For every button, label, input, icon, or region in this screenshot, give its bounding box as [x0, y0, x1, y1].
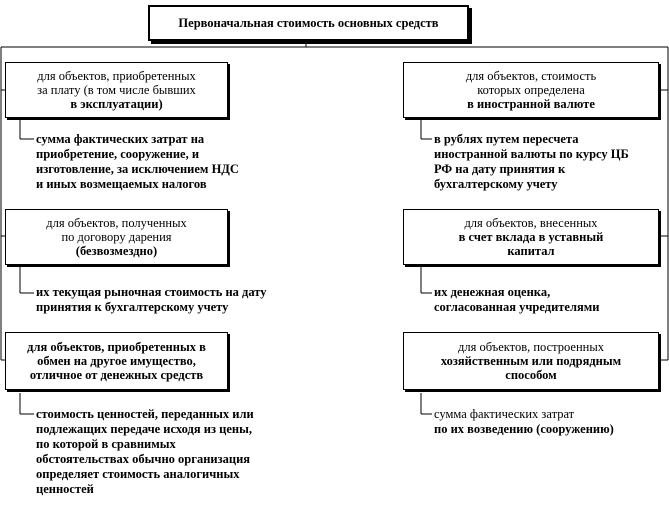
box-line: в счет вклада в уставный: [458, 230, 604, 244]
right-box-capital-contribution: [403, 209, 659, 265]
desc-line: стоимость ценностей, переданных или: [36, 407, 254, 421]
box-line: по договору дарения: [61, 230, 172, 244]
desc-line: РФ на дату принятия к: [434, 162, 566, 176]
desc-line: определяет стоимость аналогичных: [36, 467, 240, 481]
desc-line: ценностей: [36, 482, 94, 496]
desc-line: их текущая рыночная стоимость на дату: [36, 285, 267, 299]
left-desc-gift: [36, 285, 267, 315]
left-box-paid: [5, 62, 228, 118]
box-line: которых определена: [477, 83, 585, 97]
box-line: для объектов, стоимость: [465, 69, 597, 83]
right-box-construction: [403, 332, 659, 390]
box-line: для объектов, внесенных: [464, 216, 598, 230]
desc-line: согласованная учредителями: [434, 300, 600, 314]
right-box-foreign-currency: [403, 62, 659, 118]
box-line: для объектов, приобретенных: [37, 69, 196, 83]
desc-line: принятия к бухгалтерскому учету: [36, 300, 229, 314]
box-line: хозяйственным или подрядным: [440, 354, 622, 368]
right-desc-construction: [434, 407, 614, 437]
desc-line: сумма фактических затрат: [434, 407, 575, 421]
box-line: для объектов, полученных: [46, 216, 187, 230]
right-desc-foreign-currency: [434, 132, 629, 192]
box-line: в иностранной валюте: [467, 97, 595, 111]
desc-line: бухгалтерскому учету: [434, 177, 558, 191]
desc-line: и иных возмещаемых налогов: [36, 177, 207, 191]
desc-line: по их возведению (сооружению): [434, 422, 614, 436]
desc-line: их денежная оценка,: [434, 285, 551, 299]
box-line: способом: [505, 368, 557, 382]
desc-line: изготовление, за исключением НДС: [36, 162, 239, 176]
desc-line: обстоятельствах обычно организация: [36, 452, 251, 466]
box-line: обмен на другое имущество,: [37, 354, 196, 368]
desc-line: подлежащих передаче исходя из цены,: [36, 422, 252, 436]
box-line: для объектов, приобретенных в: [27, 340, 206, 354]
box-line: капитал: [507, 244, 555, 258]
desc-line: иностранной валюты по курсу ЦБ: [434, 147, 629, 161]
box-line: за плату (в том числе бывших: [37, 83, 196, 97]
box-line: отличное от денежных средств: [29, 368, 204, 382]
left-box-exchange: [5, 332, 228, 390]
box-line: в эксплуатации): [70, 97, 163, 111]
desc-line: в рублях путем пересчета: [434, 132, 579, 146]
box-line: для объектов, построенных: [457, 340, 605, 354]
desc-line: по которой в сравнимых: [36, 437, 176, 451]
desc-line: приобретение, сооружение, и: [36, 147, 200, 161]
desc-line: сумма фактических затрат на: [36, 132, 205, 146]
left-box-gift: [5, 209, 228, 265]
diagram-title: Первоначальная стоимость основных средств: [148, 5, 469, 41]
box-line: (безвозмездно): [75, 244, 158, 258]
left-desc-exchange: [36, 407, 254, 497]
left-desc-paid: [36, 132, 239, 192]
right-desc-capital-contribution: [434, 285, 599, 315]
